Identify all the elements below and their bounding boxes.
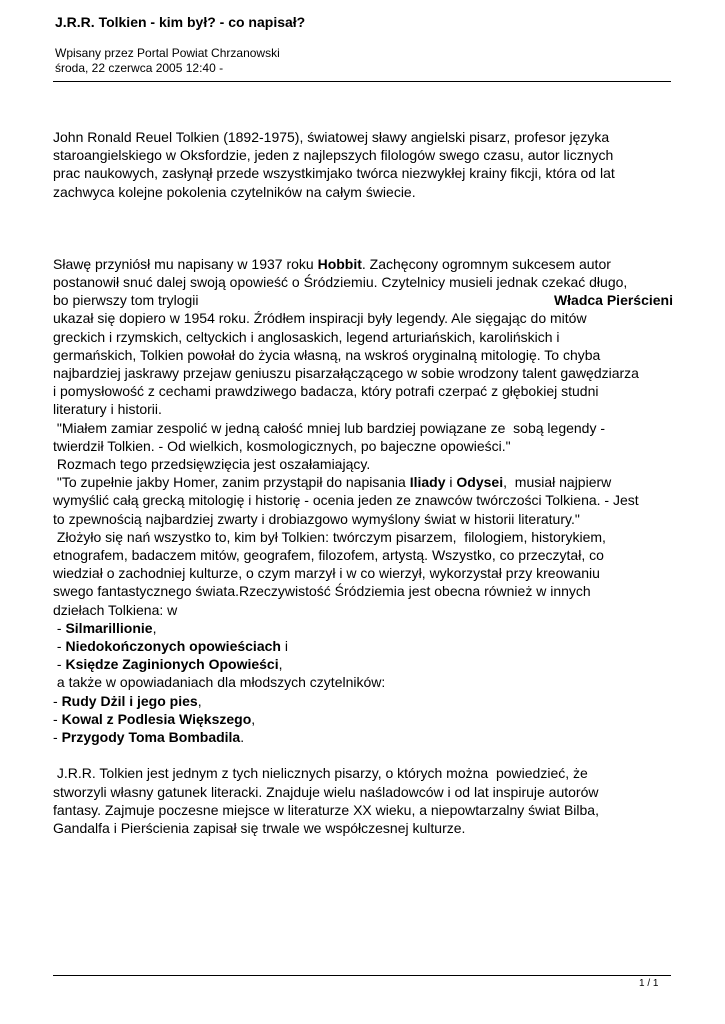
- text-line: to zpewnością najbardziej zwarty i drobiazgowo wymyślony świat w historii literatury.": [53, 510, 580, 527]
- text-line: najbardziej jaskrawy przejaw geniuszu pisarzałączącego w sobie wrodzony talent gawędziarza: [53, 365, 639, 382]
- text-line: dziełach Tolkiena: w: [53, 601, 178, 618]
- text-line: postanowił snuć dalej swoją opowieść o Śródziemiu. Czytelnicy musieli jednak czekać długo,: [53, 274, 628, 291]
- list-item: [53, 710, 673, 728]
- text-line: fantasy. Zajmuje poczesne miejsce w literaturze XX wieku, a niepowtarzalny świat Bilba,: [53, 801, 599, 818]
- text-line: swego fantastycznego świata.Rzeczywistość Śródziemia jest obecna również w innych: [53, 583, 591, 600]
- paragraph-gap: [53, 746, 673, 764]
- text-line: wiedział o zachodniej kulturze, o czym marzył i w co wierzył, wykorzystał przy kreowaniu: [53, 565, 600, 582]
- page-number: 1 / 1: [639, 978, 659, 989]
- text-line: [53, 473, 673, 491]
- list-dash: -: [53, 692, 62, 709]
- text-run: i: [445, 474, 457, 491]
- text-line: i pomysłowość z cechami prawdziwego badacza, który potrafi czerpać z głębokiej studni: [53, 383, 599, 400]
- text-line: J.R.R. Tolkien jest jednym z tych nielicznych pisarzy, o których można powiedzieć, że: [53, 765, 588, 782]
- list-dash: -: [53, 638, 66, 655]
- closing-paragraph: [53, 764, 673, 837]
- author-line: Wpisany przez Portal Powiat Chrzanowski: [55, 46, 280, 60]
- list-dash: -: [53, 656, 66, 673]
- text-line: [53, 255, 673, 273]
- text-line: literatury i historii.: [53, 401, 162, 418]
- hobbit-paragraph: [53, 255, 673, 619]
- book-title: Przygody Toma Bombadila: [61, 729, 241, 746]
- book-title: Rudy Dżil i jego pies: [61, 692, 198, 709]
- text-line: staroangielskiego w Oksfordzie, jeden z najlepszych filologów swego czasu, autor licznych: [53, 147, 614, 164]
- text-line: greckich i rzymskich, celtyckich i anglosaskich, legend arturiańskich, karolińskich i: [53, 328, 560, 345]
- paragraph-gap: [53, 201, 673, 255]
- book-title: Księdze Zaginionych Opowieści: [65, 656, 279, 673]
- text-line: John Ronald Reuel Tolkien (1892-1975), światowej sławy angielski pisarz, profesor języka: [53, 129, 610, 145]
- text-line: twierdził Tolkien. - Od wielkich, kosmologicznych, po bajeczne opowieści.": [53, 437, 511, 454]
- footer-divider: [53, 975, 671, 976]
- list-item: [53, 655, 673, 673]
- article-meta: [55, 46, 280, 76]
- page-title: J.R.R. Tolkien - kim był? - co napisał?: [55, 14, 306, 30]
- book-title-odyssey: Odysei: [456, 474, 504, 491]
- list-dash: -: [53, 729, 62, 746]
- list-item: [53, 692, 673, 710]
- book-title: Kowal z Podlesia Większego: [61, 710, 252, 727]
- text-line: wymyślić całą grecką mitologię i historię - ocenia jeden ze znawców twórczości Tolkiena. - Jest: [53, 492, 639, 509]
- list-dash: -: [53, 710, 62, 727]
- list-item: [53, 637, 673, 655]
- header-divider: [53, 81, 671, 82]
- book-title: Silmarillionie: [65, 619, 153, 636]
- book-title-hobbit: Hobbit: [317, 255, 362, 272]
- text-line: prac naukowych, zasłynął przede wszystkimjako twórca niezwykłej krainy fikcji, która od lat: [53, 165, 615, 182]
- list-suffix: i: [280, 638, 288, 655]
- works-list: [53, 619, 673, 746]
- list-suffix: ,: [278, 656, 283, 673]
- text-run: "To zupełnie jakby Homer, zanim przystąpił do napisania: [53, 474, 410, 491]
- text-run: Sławę przyniósł mu napisany w 1937 roku: [53, 255, 318, 272]
- text-run: . Zachęcony ogromnym sukcesem autor: [361, 255, 611, 272]
- date-line: środa, 22 czerwca 2005 12:40 -: [55, 61, 224, 75]
- text-run: , musiał najpierw: [503, 474, 612, 491]
- text-line: ukazał się dopiero w 1954 roku. Źródłem inspiracji były legendy. Ale sięgając do mitów: [53, 310, 587, 327]
- text-line: [53, 291, 673, 309]
- text-line: etnografem, badaczem mitów, geografem, filozofem, artystą. Wszystko, co przeczytał, co: [53, 547, 604, 564]
- text-line: germańskich, Tolkien powołał do życia własną, na wskroś oryginalną mitologię. To chyba: [53, 346, 601, 363]
- text-run: bo pierwszy tom trylogii: [53, 292, 199, 309]
- text-line: a także w opowiadaniach dla młodszych czytelników:: [53, 674, 386, 691]
- list-suffix: ,: [197, 692, 202, 709]
- list-dash: -: [53, 619, 66, 636]
- text-line: stworzyli własny gatunek literacki. Znajduje wielu naśladowców i od lat inspiruje autorów: [53, 783, 599, 800]
- text-line: zachwyca kolejne pokolenia czytelników na całym świecie.: [53, 183, 416, 200]
- text-line: Gandalfa i Pierścienia zapisał się trwale we współczesnej kulturze.: [53, 819, 466, 836]
- list-suffix: ,: [152, 619, 157, 636]
- list-item: [53, 728, 673, 746]
- book-title-lotr: Władca Pierścieni: [553, 292, 673, 309]
- text-line: "Miałem zamiar zespolić w jedną całość mniej lub bardziej powiązane ze sobą legendy -: [53, 419, 606, 436]
- book-title: Niedokończonych opowieściach: [65, 638, 281, 655]
- list-item: [53, 619, 673, 637]
- text-line: Złożyło się nań wszystko to, kim był Tolkien: twórczym pisarzem, filologiem, historykiem,: [53, 528, 606, 545]
- article-body: [53, 128, 673, 837]
- list-suffix: .: [240, 729, 245, 746]
- intro-paragraph: [53, 128, 673, 201]
- book-title-iliad: Iliady: [409, 474, 446, 491]
- list-suffix: ,: [251, 710, 256, 727]
- text-line: Rozmach tego przedsięwzięcia jest oszałamiający.: [53, 456, 371, 473]
